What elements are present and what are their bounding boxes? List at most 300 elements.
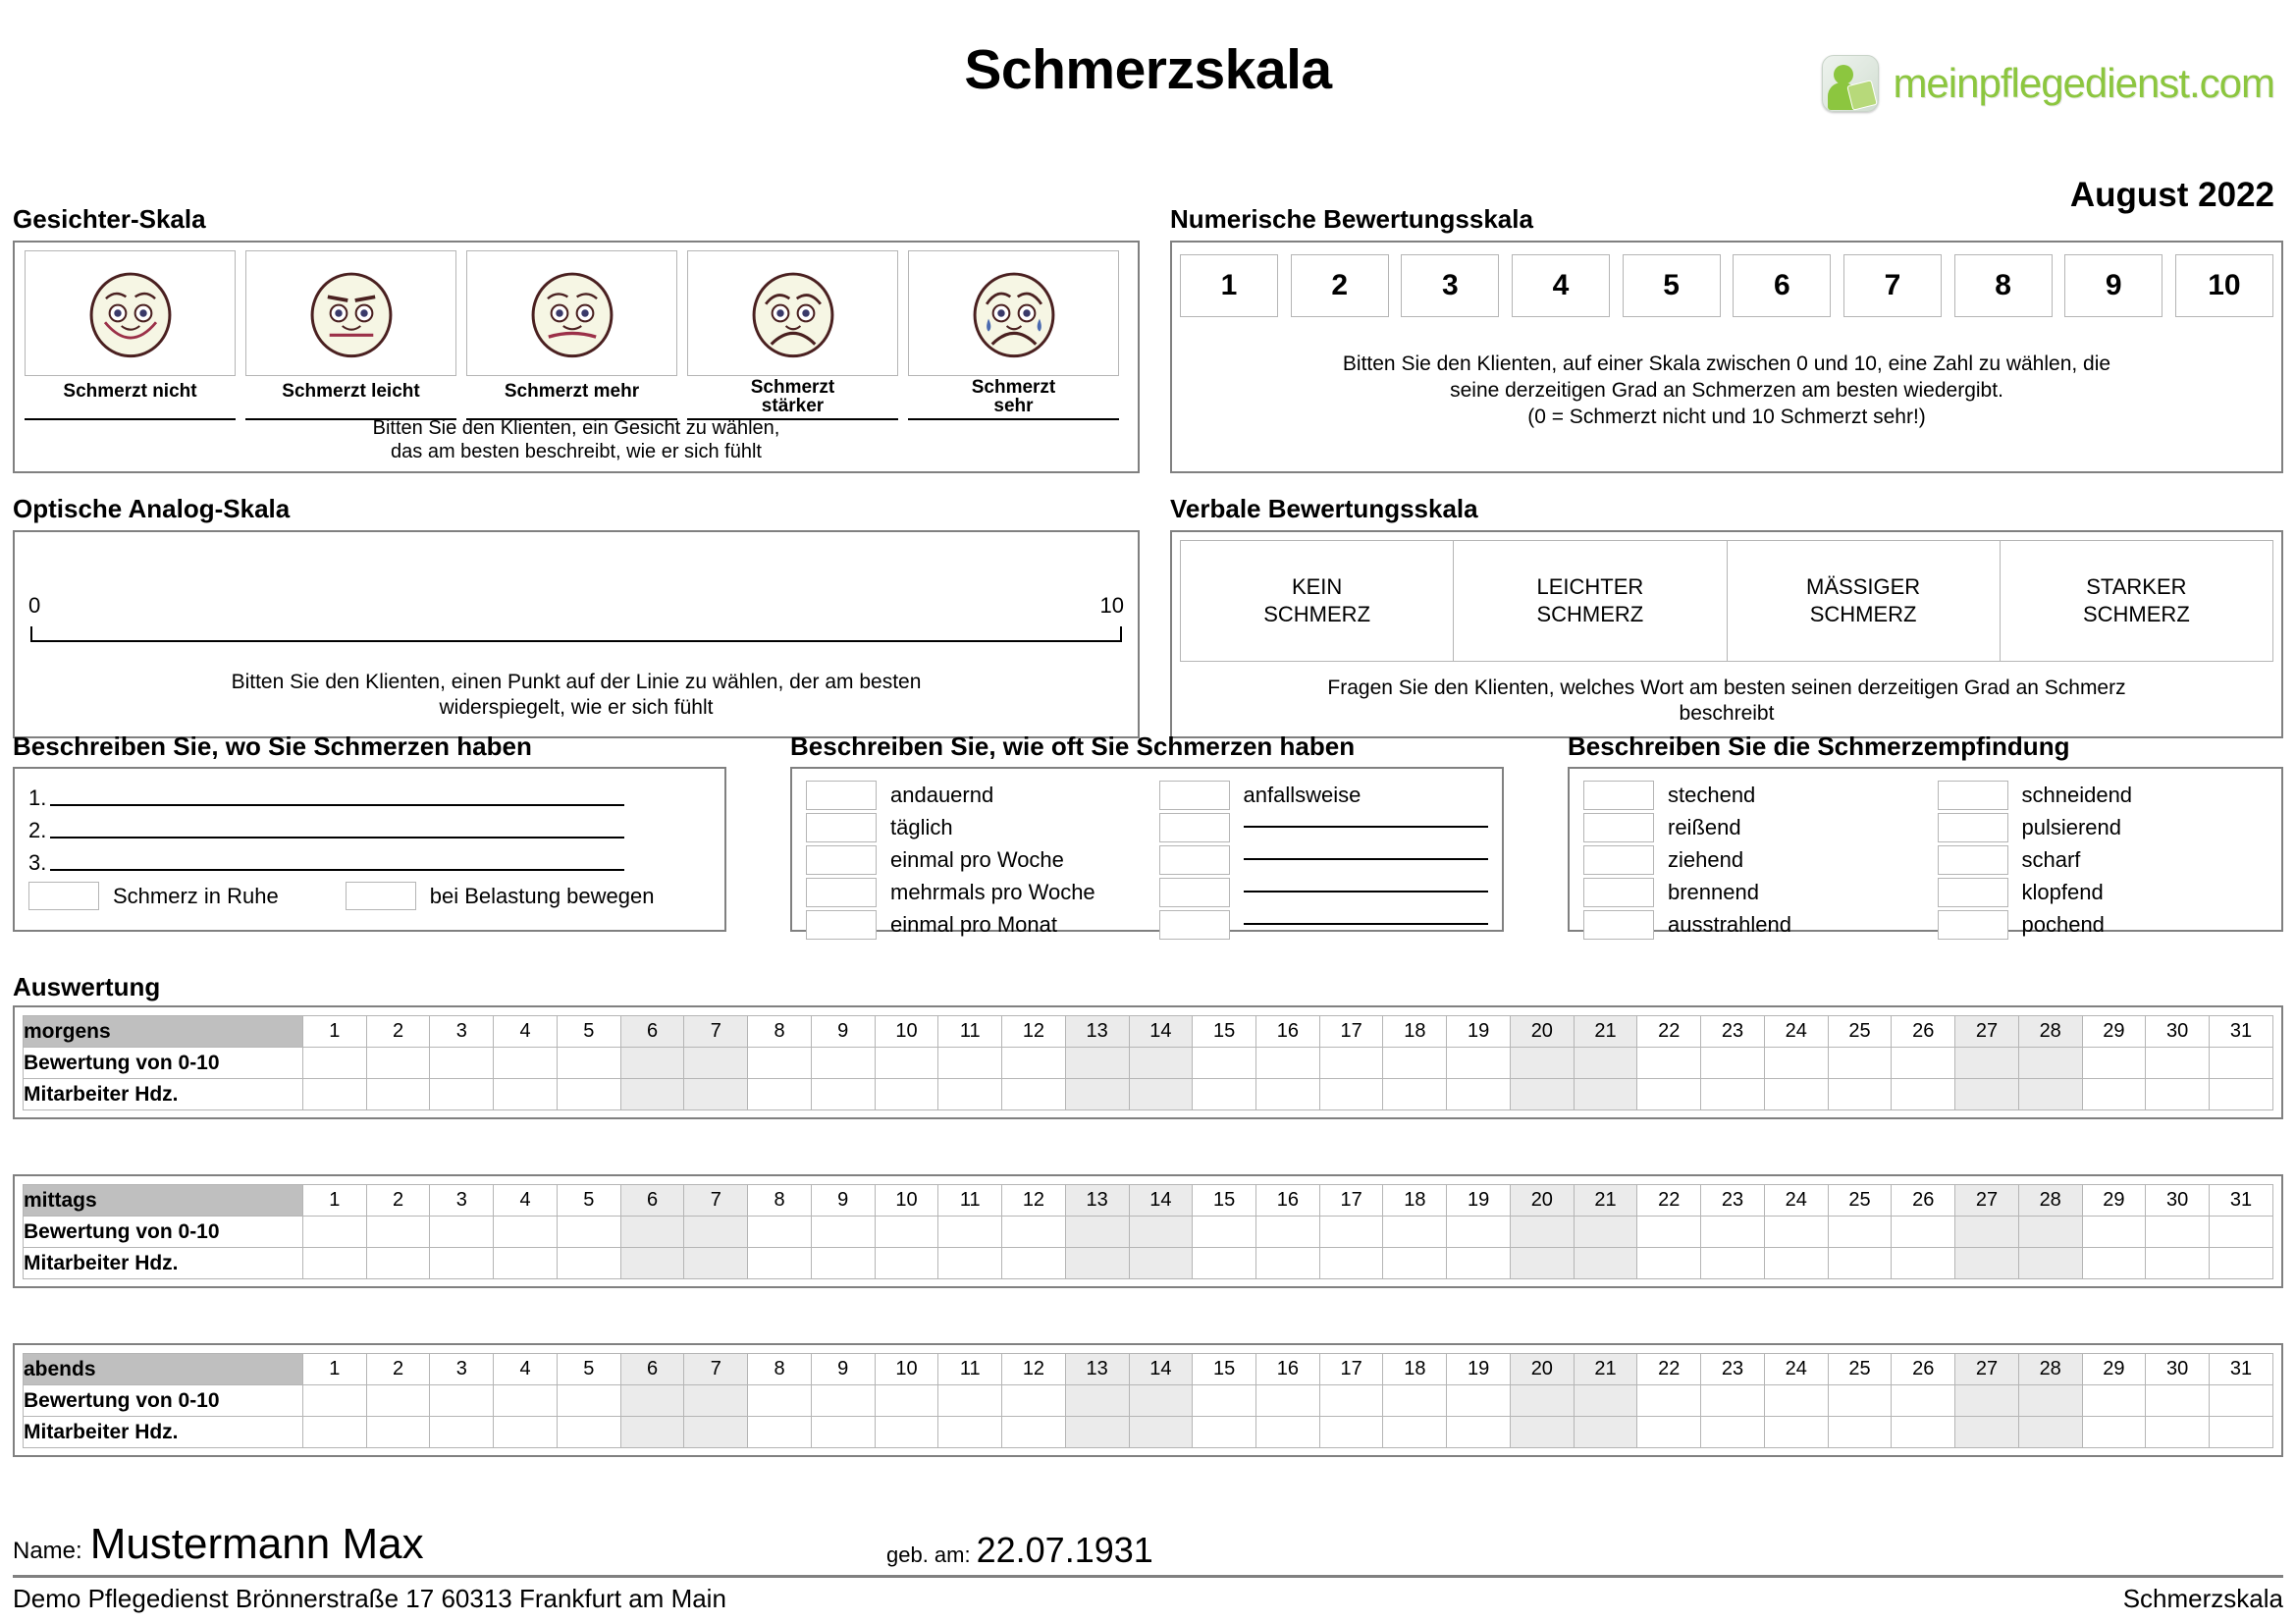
auswertung-cell-0-0-25[interactable] <box>1828 1048 1892 1079</box>
auswertung-cell-0-1-29[interactable] <box>2082 1079 2146 1110</box>
auswertung-day-header-28: 28 <box>2018 1185 2082 1217</box>
auswertung-cell-2-0-4[interactable] <box>494 1385 558 1417</box>
auswertung-cell-0-1-5[interactable] <box>557 1079 620 1110</box>
auswertung-cell-0-1-18[interactable] <box>1383 1079 1447 1110</box>
auswertung-cell-0-0-7[interactable] <box>684 1048 748 1079</box>
verbal-option-1[interactable] <box>1454 541 1727 661</box>
auswertung-cell-2-0-31[interactable] <box>2210 1385 2273 1417</box>
auswertung-cell-0-0-11[interactable] <box>938 1048 1002 1079</box>
auswertung-cell-1-0-1[interactable] <box>303 1217 367 1248</box>
auswertung-period-label-1: mittags <box>24 1185 303 1217</box>
auswertung-cell-2-0-18[interactable] <box>1383 1385 1447 1417</box>
auswertung-cell-0-1-17[interactable] <box>1319 1079 1383 1110</box>
auswertung-cell-0-0-8[interactable] <box>748 1048 812 1079</box>
pain-frequency-left-checkbox-1[interactable] <box>806 813 877 842</box>
auswertung-day-header-26: 26 <box>1892 1016 1955 1048</box>
auswertung-cell-0-1-1[interactable] <box>303 1079 367 1110</box>
auswertung-cell-1-0-7[interactable] <box>684 1217 748 1248</box>
auswertung-cell-1-1-21[interactable] <box>1574 1248 1637 1279</box>
auswertung-cell-1-1-3[interactable] <box>430 1248 494 1279</box>
auswertung-cell-1-1-28[interactable] <box>2018 1248 2082 1279</box>
auswertung-day-header-7: 7 <box>684 1185 748 1217</box>
numeric-option-7[interactable]: 7 <box>1843 254 1942 317</box>
auswertung-day-header-7: 7 <box>684 1016 748 1048</box>
checkbox-schmerz-in-ruhe-label: Schmerz in Ruhe <box>113 883 279 908</box>
auswertung-cell-1-0-31[interactable] <box>2210 1217 2273 1248</box>
auswertung-cell-2-0-1[interactable] <box>303 1385 367 1417</box>
auswertung-cell-1-0-14[interactable] <box>1129 1217 1193 1248</box>
auswertung-cell-0-1-3[interactable] <box>430 1079 494 1110</box>
auswertung-cell-0-0-14[interactable] <box>1129 1048 1193 1079</box>
auswertung-cell-1-1-11[interactable] <box>938 1248 1002 1279</box>
checkbox-bei-belastung[interactable] <box>346 882 416 910</box>
auswertung-cell-2-0-8[interactable] <box>748 1385 812 1417</box>
pain-frequency-right-blank-2[interactable] <box>1244 858 1489 860</box>
auswertung-cell-1-0-17[interactable] <box>1319 1217 1383 1248</box>
pain-quality-left-checkbox-0[interactable] <box>1583 781 1654 810</box>
auswertung-cell-1-1-4[interactable] <box>494 1248 558 1279</box>
auswertung-cell-0-1-16[interactable] <box>1256 1079 1320 1110</box>
auswertung-cell-0-1-10[interactable] <box>875 1079 938 1110</box>
auswertung-cell-0-0-26[interactable] <box>1892 1048 1955 1079</box>
auswertung-cell-2-1-1[interactable] <box>303 1417 367 1448</box>
auswertung-cell-2-0-12[interactable] <box>1002 1385 1066 1417</box>
auswertung-cell-0-1-20[interactable] <box>1510 1079 1574 1110</box>
auswertung-day-header-19: 19 <box>1447 1016 1511 1048</box>
auswertung-cell-2-1-9[interactable] <box>811 1417 875 1448</box>
auswertung-cell-1-1-22[interactable] <box>1637 1248 1701 1279</box>
auswertung-cell-2-1-26[interactable] <box>1892 1417 1955 1448</box>
vas-hint <box>15 670 1138 721</box>
numeric-option-6[interactable]: 6 <box>1733 254 1831 317</box>
pain-frequency-right-checkbox-2[interactable] <box>1159 845 1230 875</box>
auswertung-cell-2-0-16[interactable] <box>1256 1385 1320 1417</box>
auswertung-cell-0-0-19[interactable] <box>1447 1048 1511 1079</box>
auswertung-day-header-11: 11 <box>938 1185 1002 1217</box>
auswertung-cell-1-1-25[interactable] <box>1828 1248 1892 1279</box>
auswertung-cell-2-0-3[interactable] <box>430 1385 494 1417</box>
auswertung-cell-1-1-19[interactable] <box>1447 1248 1511 1279</box>
auswertung-day-header-23: 23 <box>1701 1185 1765 1217</box>
pain-location-line-2[interactable] <box>28 811 711 843</box>
auswertung-cell-1-1-6[interactable] <box>620 1248 684 1279</box>
auswertung-cell-2-0-25[interactable] <box>1828 1385 1892 1417</box>
auswertung-cell-2-0-9[interactable] <box>811 1385 875 1417</box>
auswertung-cell-0-1-19[interactable] <box>1447 1079 1511 1110</box>
auswertung-cell-1-0-5[interactable] <box>557 1217 620 1248</box>
auswertung-cell-2-1-13[interactable] <box>1065 1417 1129 1448</box>
auswertung-cell-2-1-4[interactable] <box>494 1417 558 1448</box>
auswertung-cell-2-1-29[interactable] <box>2082 1417 2146 1448</box>
pain-frequency-left-checkbox-2[interactable] <box>806 845 877 875</box>
auswertung-cell-1-0-30[interactable] <box>2146 1217 2210 1248</box>
auswertung-cell-2-1-31[interactable] <box>2210 1417 2273 1448</box>
auswertung-day-header-11: 11 <box>938 1016 1002 1048</box>
auswertung-cell-2-0-6[interactable] <box>620 1385 684 1417</box>
pain-frequency-right-checkbox-3[interactable] <box>1159 878 1230 907</box>
auswertung-cell-2-1-2[interactable] <box>366 1417 430 1448</box>
auswertung-cell-0-0-15[interactable] <box>1193 1048 1256 1079</box>
auswertung-cell-0-0-6[interactable] <box>620 1048 684 1079</box>
auswertung-cell-2-1-11[interactable] <box>938 1417 1002 1448</box>
auswertung-cell-2-1-19[interactable] <box>1447 1417 1511 1448</box>
auswertung-cell-0-0-13[interactable] <box>1065 1048 1129 1079</box>
auswertung-cell-0-0-24[interactable] <box>1764 1048 1828 1079</box>
pain-quality-left-checkbox-4[interactable] <box>1583 910 1654 940</box>
auswertung-cell-2-1-5[interactable] <box>557 1417 620 1448</box>
auswertung-cell-0-1-24[interactable] <box>1764 1079 1828 1110</box>
auswertung-cell-1-1-27[interactable] <box>1955 1248 2019 1279</box>
auswertung-cell-0-0-12[interactable] <box>1002 1048 1066 1079</box>
pain-frequency-left-row-4 <box>806 908 1136 941</box>
auswertung-cell-2-1-27[interactable] <box>1955 1417 2019 1448</box>
auswertung-cell-0-1-8[interactable] <box>748 1079 812 1110</box>
auswertung-cell-1-0-8[interactable] <box>748 1217 812 1248</box>
numeric-option-10[interactable]: 10 <box>2175 254 2273 317</box>
auswertung-cell-2-1-28[interactable] <box>2018 1417 2082 1448</box>
pain-frequency-left-checkbox-0[interactable] <box>806 781 877 810</box>
auswertung-cell-1-1-26[interactable] <box>1892 1248 1955 1279</box>
auswertung-cell-0-1-14[interactable] <box>1129 1079 1193 1110</box>
auswertung-cell-1-0-11[interactable] <box>938 1217 1002 1248</box>
auswertung-period-label-0: morgens <box>24 1016 303 1048</box>
auswertung-cell-2-0-14[interactable] <box>1129 1385 1193 1417</box>
pain-frequency-right-row-2 <box>1159 843 1489 876</box>
auswertung-cell-2-0-13[interactable] <box>1065 1385 1129 1417</box>
verbal-option-line1-0: KEIN <box>1291 574 1343 599</box>
auswertung-cell-2-0-24[interactable] <box>1764 1385 1828 1417</box>
faces-row <box>25 250 1128 420</box>
pain-quality-right-checkbox-1[interactable] <box>1938 813 2008 842</box>
auswertung-cell-1-0-19[interactable] <box>1447 1217 1511 1248</box>
auswertung-cell-0-1-31[interactable] <box>2210 1079 2273 1110</box>
auswertung-cell-0-1-12[interactable] <box>1002 1079 1066 1110</box>
auswertung-day-header-25: 25 <box>1828 1185 1892 1217</box>
auswertung-day-header-18: 18 <box>1383 1016 1447 1048</box>
auswertung-cell-0-1-11[interactable] <box>938 1079 1002 1110</box>
auswertung-cell-0-0-28[interactable] <box>2018 1048 2082 1079</box>
verbal-options-grid <box>1180 540 2273 662</box>
auswertung-cell-0-1-26[interactable] <box>1892 1079 1955 1110</box>
auswertung-cell-2-0-21[interactable] <box>1574 1385 1637 1417</box>
auswertung-day-header-20: 20 <box>1510 1354 1574 1385</box>
auswertung-cell-0-0-21[interactable] <box>1574 1048 1637 1079</box>
pain-location-input-2[interactable] <box>50 837 624 839</box>
auswertung-cell-0-1-27[interactable] <box>1955 1079 2019 1110</box>
pain-location-input-1[interactable] <box>50 804 624 806</box>
auswertung-cell-0-1-9[interactable] <box>811 1079 875 1110</box>
auswertung-day-header-28: 28 <box>2018 1354 2082 1385</box>
auswertung-day-header-22: 22 <box>1637 1354 1701 1385</box>
pain-frequency-right-checkbox-1[interactable] <box>1159 813 1230 842</box>
auswertung-cell-0-1-25[interactable] <box>1828 1079 1892 1110</box>
auswertung-cell-1-0-21[interactable] <box>1574 1217 1637 1248</box>
face-happy-icon <box>25 250 236 376</box>
faces-panel <box>13 241 1140 473</box>
auswertung-cell-1-0-29[interactable] <box>2082 1217 2146 1248</box>
pain-location-number-1: 1. <box>28 785 47 810</box>
pain-location-input-3[interactable] <box>50 869 624 871</box>
auswertung-cell-0-0-9[interactable] <box>811 1048 875 1079</box>
auswertung-cell-2-0-27[interactable] <box>1955 1385 2019 1417</box>
auswertung-cell-2-1-3[interactable] <box>430 1417 494 1448</box>
auswertung-cell-1-0-23[interactable] <box>1701 1217 1765 1248</box>
numeric-option-8[interactable]: 8 <box>1954 254 2053 317</box>
auswertung-cell-1-0-20[interactable] <box>1510 1217 1574 1248</box>
auswertung-cell-2-0-28[interactable] <box>2018 1385 2082 1417</box>
pain-quality-left-row-1 <box>1583 811 1914 843</box>
auswertung-cell-0-0-1[interactable] <box>303 1048 367 1079</box>
auswertung-cell-0-0-29[interactable] <box>2082 1048 2146 1079</box>
auswertung-cell-2-1-10[interactable] <box>875 1417 938 1448</box>
auswertung-cell-1-0-12[interactable] <box>1002 1217 1066 1248</box>
face-option-3[interactable] <box>687 250 898 420</box>
auswertung-cell-2-0-23[interactable] <box>1701 1385 1765 1417</box>
pain-quality-left-checkbox-2[interactable] <box>1583 845 1654 875</box>
table-row <box>24 1079 2273 1110</box>
pain-quality-right-label-0: schneidend <box>2021 782 2133 807</box>
auswertung-cell-1-1-23[interactable] <box>1701 1248 1765 1279</box>
numeric-option-4[interactable]: 4 <box>1512 254 1610 317</box>
face-option-2[interactable] <box>466 250 677 420</box>
auswertung-cell-0-0-4[interactable] <box>494 1048 558 1079</box>
pain-frequency-panel <box>790 767 1504 937</box>
auswertung-cell-1-1-14[interactable] <box>1129 1248 1193 1279</box>
auswertung-cell-2-1-12[interactable] <box>1002 1417 1066 1448</box>
auswertung-cell-1-1-1[interactable] <box>303 1248 367 1279</box>
auswertung-day-header-15: 15 <box>1193 1016 1256 1048</box>
auswertung-cell-2-0-2[interactable] <box>366 1385 430 1417</box>
auswertung-cell-0-0-18[interactable] <box>1383 1048 1447 1079</box>
auswertung-cell-0-1-22[interactable] <box>1637 1079 1701 1110</box>
auswertung-row-label-2-0: Bewertung von 0-10 <box>24 1385 303 1417</box>
pain-quality-right-checkbox-0[interactable] <box>1938 781 2008 810</box>
verbal-option-line1-1: LEICHTER <box>1536 574 1644 599</box>
footer-doc-label: Schmerzskala <box>2122 1584 2283 1613</box>
auswertung-cell-1-0-25[interactable] <box>1828 1217 1892 1248</box>
pain-frequency-right-blank-1[interactable] <box>1244 826 1489 828</box>
auswertung-cell-0-1-15[interactable] <box>1193 1079 1256 1110</box>
auswertung-cell-1-0-22[interactable] <box>1637 1217 1701 1248</box>
auswertung-cell-1-0-28[interactable] <box>2018 1217 2082 1248</box>
auswertung-cell-2-1-23[interactable] <box>1701 1417 1765 1448</box>
pain-location-line-3[interactable] <box>28 843 711 876</box>
auswertung-cell-0-0-17[interactable] <box>1319 1048 1383 1079</box>
auswertung-cell-1-0-16[interactable] <box>1256 1217 1320 1248</box>
auswertung-cell-1-1-15[interactable] <box>1193 1248 1256 1279</box>
auswertung-day-header-13: 13 <box>1065 1016 1129 1048</box>
auswertung-cell-1-1-24[interactable] <box>1764 1248 1828 1279</box>
numeric-option-3[interactable]: 3 <box>1401 254 1499 317</box>
pain-quality-right-checkbox-2[interactable] <box>1938 845 2008 875</box>
auswertung-day-header-1: 1 <box>303 1016 367 1048</box>
auswertung-cell-1-0-18[interactable] <box>1383 1217 1447 1248</box>
auswertung-cell-2-1-15[interactable] <box>1193 1417 1256 1448</box>
auswertung-cell-2-0-10[interactable] <box>875 1385 938 1417</box>
auswertung-cell-1-0-9[interactable] <box>811 1217 875 1248</box>
auswertung-cell-2-1-8[interactable] <box>748 1417 812 1448</box>
auswertung-cell-1-1-5[interactable] <box>557 1248 620 1279</box>
auswertung-cell-2-0-29[interactable] <box>2082 1385 2146 1417</box>
face-option-1[interactable] <box>245 250 456 420</box>
auswertung-cell-0-0-31[interactable] <box>2210 1048 2273 1079</box>
auswertung-cell-1-1-10[interactable] <box>875 1248 938 1279</box>
auswertung-day-header-22: 22 <box>1637 1185 1701 1217</box>
auswertung-cell-2-1-17[interactable] <box>1319 1417 1383 1448</box>
face-option-0[interactable] <box>25 250 236 420</box>
pain-frequency-left-checkbox-4[interactable] <box>806 910 877 940</box>
auswertung-cell-1-0-2[interactable] <box>366 1217 430 1248</box>
auswertung-cell-2-1-18[interactable] <box>1383 1417 1447 1448</box>
auswertung-cell-1-1-20[interactable] <box>1510 1248 1574 1279</box>
auswertung-cell-0-1-21[interactable] <box>1574 1079 1637 1110</box>
verbal-option-line2-2: SCHMERZ <box>1809 602 1917 626</box>
auswertung-cell-0-1-30[interactable] <box>2146 1079 2210 1110</box>
pain-quality-left-column <box>1583 779 1914 941</box>
auswertung-cell-2-1-16[interactable] <box>1256 1417 1320 1448</box>
auswertung-cell-0-1-6[interactable] <box>620 1079 684 1110</box>
auswertung-day-header-18: 18 <box>1383 1185 1447 1217</box>
verbal-option-line2-1: SCHMERZ <box>1536 602 1644 626</box>
auswertung-cell-2-0-5[interactable] <box>557 1385 620 1417</box>
auswertung-cell-1-0-13[interactable] <box>1065 1217 1129 1248</box>
pain-frequency-right-blank-3[interactable] <box>1244 891 1489 893</box>
verbal-option-3[interactable] <box>2001 541 2272 661</box>
checkbox-schmerz-in-ruhe[interactable] <box>28 882 99 910</box>
auswertung-cell-0-1-23[interactable] <box>1701 1079 1765 1110</box>
faces-hint-line2: das am besten beschreibt, wie er sich fühlt <box>391 441 762 462</box>
auswertung-day-header-1: 1 <box>303 1354 367 1385</box>
auswertung-cell-2-1-6[interactable] <box>620 1417 684 1448</box>
auswertung-cell-0-0-30[interactable] <box>2146 1048 2210 1079</box>
auswertung-cell-1-1-2[interactable] <box>366 1248 430 1279</box>
auswertung-cell-1-0-6[interactable] <box>620 1217 684 1248</box>
vas-line[interactable] <box>30 626 1122 642</box>
auswertung-cell-1-1-16[interactable] <box>1256 1248 1320 1279</box>
auswertung-cell-1-1-12[interactable] <box>1002 1248 1066 1279</box>
pain-location-checks <box>28 882 711 910</box>
auswertung-cell-2-1-21[interactable] <box>1574 1417 1637 1448</box>
footer-org-line: Demo Pflegedienst Brönnerstraße 17 60313 Frankfurt am Main <box>13 1584 726 1613</box>
auswertung-cell-0-1-28[interactable] <box>2018 1079 2082 1110</box>
auswertung-cell-2-0-7[interactable] <box>684 1385 748 1417</box>
auswertung-cell-2-1-24[interactable] <box>1764 1417 1828 1448</box>
brand-logo <box>1822 55 2274 112</box>
auswertung-cell-2-0-17[interactable] <box>1319 1385 1383 1417</box>
auswertung-cell-0-0-23[interactable] <box>1701 1048 1765 1079</box>
auswertung-cell-2-1-25[interactable] <box>1828 1417 1892 1448</box>
auswertung-cell-1-1-9[interactable] <box>811 1248 875 1279</box>
auswertung-cell-2-1-30[interactable] <box>2146 1417 2210 1448</box>
auswertung-cell-1-0-3[interactable] <box>430 1217 494 1248</box>
auswertung-cell-0-1-4[interactable] <box>494 1079 558 1110</box>
face-crying-icon <box>908 250 1119 376</box>
auswertung-cell-1-0-15[interactable] <box>1193 1217 1256 1248</box>
pain-quality-left-checkbox-1[interactable] <box>1583 813 1654 842</box>
face-label-1: Schmerzt leicht <box>282 381 420 402</box>
numeric-option-2[interactable]: 2 <box>1291 254 1389 317</box>
auswertung-cell-1-0-4[interactable] <box>494 1217 558 1248</box>
auswertung-row-label-0-0: Bewertung von 0-10 <box>24 1048 303 1079</box>
auswertung-cell-0-1-7[interactable] <box>684 1079 748 1110</box>
pain-frequency-right-blank-4[interactable] <box>1244 923 1489 925</box>
auswertung-cell-1-1-13[interactable] <box>1065 1248 1129 1279</box>
auswertung-cell-2-1-22[interactable] <box>1637 1417 1701 1448</box>
pain-location-number-3: 3. <box>28 850 47 875</box>
pain-quality-right-label-3: klopfend <box>2021 879 2104 904</box>
auswertung-day-header-26: 26 <box>1892 1354 1955 1385</box>
auswertung-cell-1-1-29[interactable] <box>2082 1248 2146 1279</box>
verbal-option-0[interactable] <box>1181 541 1454 661</box>
auswertung-cell-1-1-31[interactable] <box>2210 1248 2273 1279</box>
pain-frequency-right-checkbox-0[interactable] <box>1159 781 1230 810</box>
auswertung-cell-0-0-16[interactable] <box>1256 1048 1320 1079</box>
table-row <box>24 1016 2273 1048</box>
pain-quality-left-checkbox-3[interactable] <box>1583 878 1654 907</box>
face-label-0: Schmerzt nicht <box>63 381 197 402</box>
pain-quality-right-checkbox-3[interactable] <box>1938 878 2008 907</box>
verbal-option-2[interactable] <box>1728 541 2001 661</box>
visual-analog-scale-section <box>13 494 1140 738</box>
pain-location-line-1[interactable] <box>28 779 711 811</box>
auswertung-cell-0-0-3[interactable] <box>430 1048 494 1079</box>
auswertung-day-header-22: 22 <box>1637 1016 1701 1048</box>
footer-name-value: Mustermann Max <box>89 1520 424 1568</box>
auswertung-cell-0-0-20[interactable] <box>1510 1048 1574 1079</box>
auswertung-cell-1-1-18[interactable] <box>1383 1248 1447 1279</box>
pain-frequency-right-checkbox-4[interactable] <box>1159 910 1230 940</box>
auswertung-cell-2-0-15[interactable] <box>1193 1385 1256 1417</box>
auswertung-cell-2-0-20[interactable] <box>1510 1385 1574 1417</box>
auswertung-cell-0-0-27[interactable] <box>1955 1048 2019 1079</box>
auswertung-cell-0-0-5[interactable] <box>557 1048 620 1079</box>
auswertung-cell-1-1-30[interactable] <box>2146 1248 2210 1279</box>
auswertung-cell-1-1-8[interactable] <box>748 1248 812 1279</box>
auswertung-cell-2-0-30[interactable] <box>2146 1385 2210 1417</box>
auswertung-day-header-14: 14 <box>1129 1185 1193 1217</box>
numeric-option-5[interactable]: 5 <box>1623 254 1721 317</box>
auswertung-cell-2-1-20[interactable] <box>1510 1417 1574 1448</box>
auswertung-cell-1-1-17[interactable] <box>1319 1248 1383 1279</box>
numeric-option-1[interactable]: 1 <box>1180 254 1278 317</box>
auswertung-cell-2-0-26[interactable] <box>1892 1385 1955 1417</box>
auswertung-cell-0-1-13[interactable] <box>1065 1079 1129 1110</box>
pain-quality-right-row-0 <box>1938 779 2269 811</box>
auswertung-cell-2-0-11[interactable] <box>938 1385 1002 1417</box>
auswertung-cell-0-0-22[interactable] <box>1637 1048 1701 1079</box>
auswertung-cell-1-0-10[interactable] <box>875 1217 938 1248</box>
auswertung-cell-2-0-22[interactable] <box>1637 1385 1701 1417</box>
auswertung-cell-1-0-24[interactable] <box>1764 1217 1828 1248</box>
face-option-4[interactable] <box>908 250 1119 420</box>
auswertung-day-header-31: 31 <box>2210 1354 2273 1385</box>
checkbox-bei-belastung-label: bei Belastung bewegen <box>429 883 655 908</box>
auswertung-cell-0-0-10[interactable] <box>875 1048 938 1079</box>
auswertung-cell-2-0-19[interactable] <box>1447 1385 1511 1417</box>
auswertung-cell-0-1-2[interactable] <box>366 1079 430 1110</box>
pain-quality-right-row-4 <box>1938 908 2269 941</box>
auswertung-cell-2-1-14[interactable] <box>1129 1417 1193 1448</box>
auswertung-cell-0-0-2[interactable] <box>366 1048 430 1079</box>
auswertung-cell-2-1-7[interactable] <box>684 1417 748 1448</box>
pain-frequency-left-checkbox-3[interactable] <box>806 878 877 907</box>
auswertung-cell-1-1-7[interactable] <box>684 1248 748 1279</box>
numeric-option-9[interactable]: 9 <box>2064 254 2163 317</box>
auswertung-day-header-7: 7 <box>684 1354 748 1385</box>
auswertung-cell-1-0-26[interactable] <box>1892 1217 1955 1248</box>
pain-quality-right-checkbox-4[interactable] <box>1938 910 2008 940</box>
auswertung-cell-1-0-27[interactable] <box>1955 1217 2019 1248</box>
